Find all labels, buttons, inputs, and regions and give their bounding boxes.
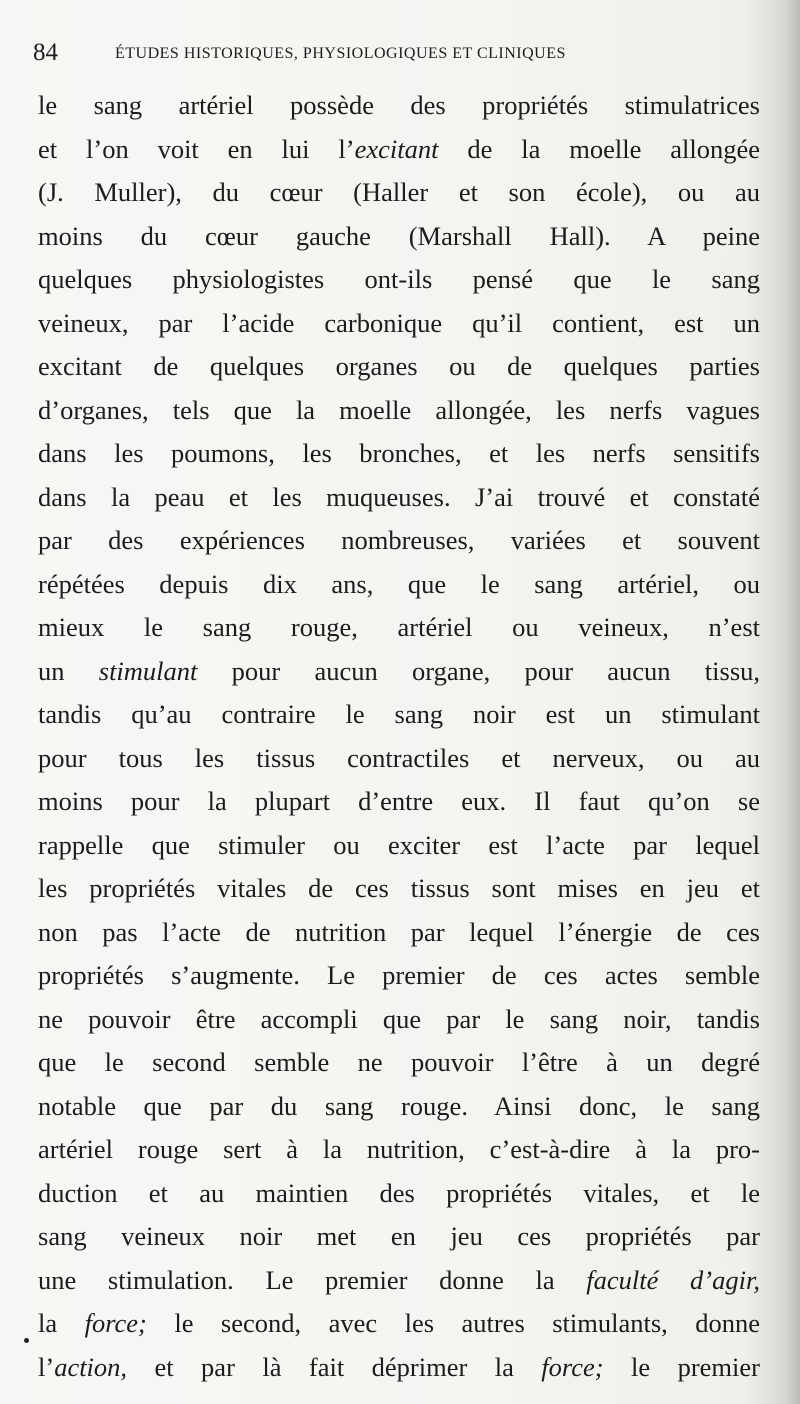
text-line <box>38 1302 760 1346</box>
italic-text: excitant <box>354 133 439 164</box>
text-run: notable que par du sang rouge. Ainsi donc, le sang <box>38 1090 760 1121</box>
text-line <box>38 519 760 563</box>
text-run: duction et au maintien des propriétés vitales, et le <box>38 1177 760 1208</box>
text-line <box>38 432 760 476</box>
text-run: l’ <box>38 1351 55 1382</box>
text-run: tandis qu’au contraire le sang noir est un stimulant <box>38 699 760 729</box>
text-run: mieux le sang rouge, artériel ou veineux, n’est <box>38 612 760 642</box>
text-line <box>38 1259 760 1303</box>
text-run: que le second semble ne pouvoir l’être à un degré <box>38 1047 760 1077</box>
text-line <box>38 824 760 868</box>
text-line <box>38 693 760 737</box>
text-line <box>38 650 760 694</box>
text-line <box>38 1041 760 1085</box>
text-run: les propriétés vitales de ces tissus sont mises en jeu et <box>38 873 760 903</box>
text-run: rappelle que stimuler ou exciter est l’acte par lequel <box>38 829 760 860</box>
text-run: et l’on voit en lui l’ <box>38 133 355 164</box>
text-line <box>38 780 760 824</box>
italic-text: force; <box>541 1351 604 1382</box>
text-run: le sang artériel possède des propriétés stimulatrices <box>38 90 760 120</box>
text-line <box>38 1128 760 1172</box>
text-run: le second, avec les autres stimulants, donne <box>146 1308 760 1338</box>
text-run: une stimulation. Le premier donne la <box>38 1264 587 1295</box>
text-line <box>38 1085 760 1129</box>
text-run: excitant de quelques organes ou de quelques parties <box>38 351 760 381</box>
text-run: (J. Muller), du cœur (Haller et son école), ou au <box>38 177 760 207</box>
text-run: moins pour la plupart d’entre eux. Il faut qu’on se <box>38 786 760 816</box>
text-line <box>38 998 760 1042</box>
page-header <box>33 36 693 70</box>
text-run: le premier <box>603 1351 760 1382</box>
italic-text: action, <box>54 1351 128 1382</box>
text-line <box>38 302 760 346</box>
text-line <box>38 389 760 433</box>
text-line <box>38 128 760 172</box>
text-line <box>38 258 760 302</box>
text-line <box>38 476 760 520</box>
text-run: un <box>38 655 99 686</box>
page-number: 84 <box>33 39 58 66</box>
text-run: quelques physiologistes ont-ils pensé que le sang <box>38 264 760 294</box>
text-run: d’organes, tels que la moelle allongée, les nerfs vagues <box>38 394 760 425</box>
text-line <box>38 171 760 215</box>
text-line <box>38 911 760 955</box>
text-line <box>38 606 760 650</box>
text-run: pour tous les tissus contractiles et nerveux, ou au <box>38 742 760 773</box>
text-line <box>38 1346 760 1390</box>
text-run: veineux, par l’acide carbonique qu’il contient, est un <box>38 307 760 338</box>
text-run: propriétés s’augmente. Le premier de ces actes semble <box>38 960 760 990</box>
text-line <box>38 84 760 128</box>
text-line <box>38 563 760 607</box>
margin-mark <box>24 1338 29 1343</box>
text-run: répétées depuis dix ans, que le sang artériel, ou <box>38 568 760 599</box>
text-line <box>38 215 760 259</box>
body-paragraph <box>38 84 760 1389</box>
text-run: non pas l’acte de nutrition par lequel l’énergie de ces <box>38 916 760 947</box>
italic-text: stimulant <box>98 655 198 686</box>
text-run: la <box>38 1308 85 1338</box>
text-run: pour aucun organe, pour aucun tissu, <box>197 655 760 686</box>
italic-text: faculté d’agir, <box>586 1264 760 1295</box>
text-line <box>38 954 760 998</box>
text-run: de la moelle allongée <box>438 133 760 164</box>
text-line <box>38 737 760 781</box>
text-run: artériel rouge sert à la nutrition, c’est-à-dire à la pro- <box>38 1134 760 1164</box>
text-line <box>38 1215 760 1259</box>
text-run: dans la peau et les muqueuses. J’ai trouvé et constaté <box>38 481 760 512</box>
running-head: ÉTUDES HISTORIQUES, PHYSIOLOGIQUES ET CLINIQUES <box>115 45 566 62</box>
text-line <box>38 867 760 911</box>
text-run: dans les poumons, les bronches, et les nerfs sensitifs <box>38 438 760 468</box>
text-run: ne pouvoir être accompli que par le sang noir, tandis <box>38 1003 760 1034</box>
text-run: moins du cœur gauche (Marshall Hall). A peine <box>38 220 760 251</box>
text-run: par des expériences nombreuses, variées et souvent <box>38 525 760 555</box>
text-line <box>38 345 760 389</box>
text-line <box>38 1172 760 1216</box>
italic-text: force; <box>84 1308 147 1338</box>
text-run: sang veineux noir met en jeu ces propriétés par <box>38 1221 760 1251</box>
text-run: et par là fait déprimer la <box>127 1351 542 1382</box>
